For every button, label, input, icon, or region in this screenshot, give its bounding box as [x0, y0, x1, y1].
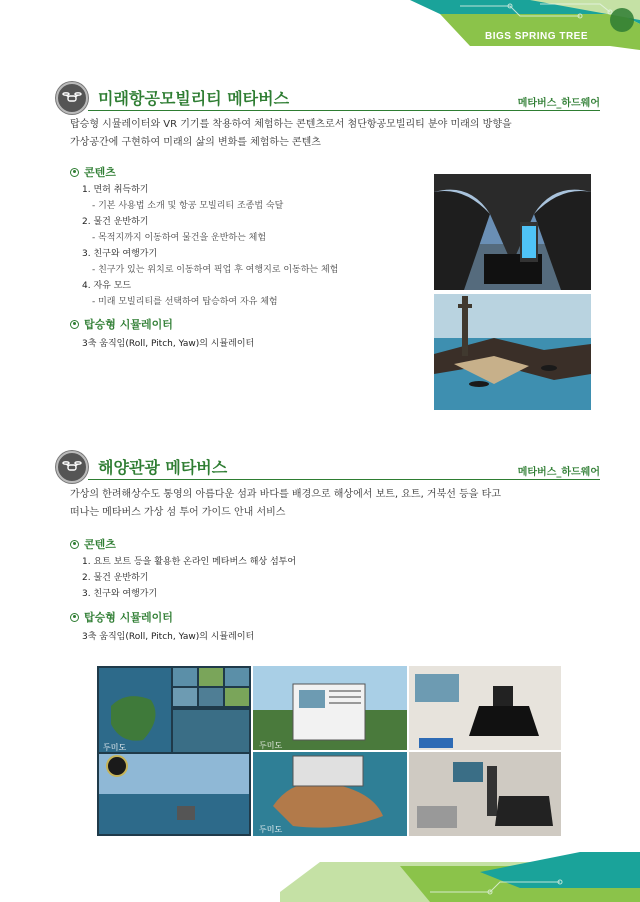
section-title: 미래항공모빌리티 메타버스	[98, 89, 290, 108]
cockpit-screenshot	[434, 174, 591, 290]
simulator-text: 3축 움직임(Roll, Pitch, Yaw)의 시뮬레이터	[82, 632, 255, 642]
section-description	[70, 116, 512, 152]
simulator-photos	[409, 666, 561, 836]
map-caption: 두미도	[103, 743, 127, 752]
section-title: 해양관광 메타버스	[98, 458, 228, 477]
list-item: 2. 물건 운반하기	[82, 217, 149, 227]
description-line: 탑승형 시뮬레이터와 VR 기기를 착용하여 체험하는 콘텐츠로서 첨단항공모빌리티 분야 미래의 방향을	[70, 119, 512, 130]
drone-icon	[56, 82, 88, 114]
contents-heading	[70, 536, 116, 552]
bullet-icon	[70, 320, 79, 329]
section-description	[70, 486, 501, 522]
bullet-icon	[70, 540, 79, 549]
divider	[88, 110, 600, 111]
simulator-heading-label: 탑승형 시뮬레이터	[84, 318, 173, 331]
contents-list	[82, 554, 296, 602]
list-item: 4. 자유 모드	[82, 281, 132, 291]
section-marine-tourism	[54, 451, 600, 483]
brand-text: BIGS SPRING TREE	[484, 31, 588, 42]
list-item-detail: - 미래 모빌리티를 선택하여 탑승하여 자유 체험	[92, 297, 278, 307]
description-line: 떠나는 메타버스 가상 섬 투어 가이드 안내 서비스	[70, 507, 286, 518]
divider	[88, 479, 600, 480]
list-item: 2. 물건 운반하기	[82, 573, 149, 583]
list-item-detail: - 기본 사용법 소개 및 항공 모빌리티 조종법 숙달	[92, 201, 284, 211]
contents-heading-label: 콘텐츠	[84, 166, 116, 179]
list-item-detail: - 친구가 있는 위치로 이동하여 픽업 후 여행지로 이동하는 체험	[92, 265, 339, 275]
island-map-collage	[97, 666, 251, 836]
list-item: 3. 친구와 여행가기	[82, 249, 158, 259]
contents-heading-label: 콘텐츠	[84, 538, 116, 551]
header-decoration	[320, 0, 640, 60]
description-line: 가상의 한려해상수도 통영의 아름다운 섬과 바다를 배경으로 해상에서 보트, 요트, 거북선 등을 타고	[70, 489, 501, 500]
section-header	[54, 82, 600, 114]
simulator-heading	[70, 316, 173, 332]
list-item: 1. 면허 취득하기	[82, 185, 149, 195]
simulator-text: 3축 움직임(Roll, Pitch, Yaw)의 시뮬레이터	[82, 339, 255, 349]
bullet-icon	[70, 168, 79, 177]
description-line: 가상공간에 구현하여 미래의 삶의 변화를 체험하는 콘텐츠	[70, 137, 321, 148]
list-item: 1. 요트 보트 등을 활용한 온라인 메타버스 해상 섬투어	[82, 557, 297, 567]
footer-decoration	[280, 852, 640, 902]
island-tour-screens	[253, 666, 407, 836]
bullet-icon	[70, 613, 79, 622]
simulator-heading	[70, 609, 173, 625]
list-item-detail: - 목적지까지 이동하여 물건을 운반하는 체험	[92, 233, 267, 243]
drone-icon	[56, 451, 88, 483]
contents-heading	[70, 164, 116, 180]
island-caption: 두미도	[259, 741, 283, 750]
section-header	[54, 451, 600, 483]
section-aam-metaverse	[54, 82, 600, 114]
list-item: 3. 친구와 여행가기	[82, 589, 158, 599]
contents-list	[82, 182, 338, 310]
section-category: 메타버스_하드웨어	[517, 467, 600, 478]
flight-screenshot	[434, 294, 591, 410]
island-caption: 두미도	[259, 825, 283, 834]
simulator-heading-label: 탑승형 시뮬레이터	[84, 611, 173, 624]
section-category: 메타버스_하드웨어	[517, 98, 600, 109]
